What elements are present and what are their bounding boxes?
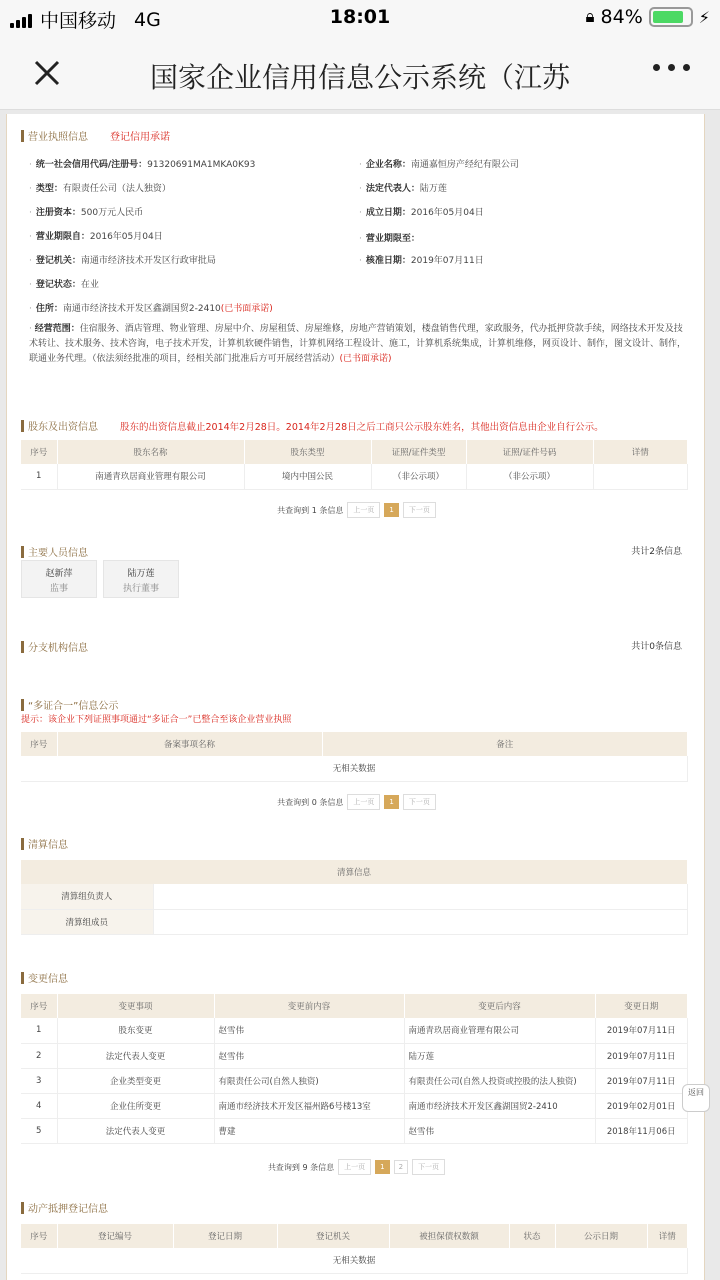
page-1-button[interactable]: 1 — [384, 795, 398, 809]
authority-row: · 登记机关：南通市经济技术开发区行政审批局 — [29, 256, 216, 266]
page-1-button[interactable]: 1 — [384, 503, 398, 517]
liquidation-table — [21, 860, 688, 935]
battery-percent: 84% — [600, 6, 643, 28]
network-type: 4G — [134, 8, 161, 31]
battery-icon — [649, 7, 693, 27]
capital-row: · 注册资本：500万元人民币 — [29, 208, 144, 218]
table-row: 清算组负责人 — [21, 884, 688, 909]
mortgage-table — [21, 1224, 688, 1274]
section-shareholder: 股东及出资信息 股东的出资信息截止2014年2月28日。2014年2月28日之后工商只公示股东姓名，其他出资信息由企业自行公示。 — [21, 418, 604, 433]
page-2-button[interactable]: 2 — [394, 1160, 408, 1174]
table-header: 清算信息 — [21, 860, 688, 884]
persons-count: 共计2条信息 — [631, 547, 682, 557]
page-title: 国家企业信用信息公示系统（江苏 — [150, 61, 571, 94]
section-multi-cert: “多证合一”信息公示 — [21, 697, 118, 712]
charging-icon: ⚡ — [698, 7, 710, 27]
license-tab[interactable]: 营业执照信息 — [28, 132, 88, 143]
shareholder-table — [21, 440, 688, 490]
status-bar — [0, 0, 720, 36]
table-header: 序号 股东名称 股东类型 证照/证件类型 证照/证件号码 详情 — [21, 440, 688, 464]
table-row: 1 股东变更 赵雪伟 南通青玖居商业管理有限公司 2019年07月11日 — [21, 1018, 688, 1043]
table-row: 无相关数据 — [21, 756, 688, 781]
address-row: · 住所：南通市经济技术开发区鑫湖国贸2-2410(已书面承诺) — [29, 304, 273, 314]
next-button[interactable]: 下一页 — [403, 502, 436, 518]
branch-count: 共计0条信息 — [631, 642, 682, 652]
carrier: 中国移动 — [40, 10, 117, 32]
prev-button[interactable]: 上一页 — [347, 794, 380, 810]
changes-table — [21, 994, 688, 1144]
clock: 18:01 — [329, 6, 391, 28]
back-to-top-button[interactable]: 返回 — [682, 1084, 710, 1112]
person-card[interactable]: 陆万莲 执行董事 — [103, 560, 179, 598]
table-header: 序号 备案事项名称 备注 — [21, 732, 688, 756]
table-row: 4 企业住所变更 南通市经济技术开发区福州路6号楼13室 南通市经济技术开发区鑫湖国贸2-2410 2019年02月01日 — [21, 1093, 688, 1118]
section-persons: 主要人员信息 — [21, 544, 88, 559]
more-icon[interactable] — [653, 64, 690, 71]
table-row: 2 法定代表人变更 赵雪伟 陆万莲 2019年07月11日 — [21, 1043, 688, 1068]
section-changes: 变更信息 — [21, 970, 68, 985]
close-icon[interactable] — [32, 58, 62, 88]
reg-status-row: · 登记状态：在业 — [29, 280, 99, 290]
company-name-row: · 企业名称：南通嘉恒房产经纪有限公司 — [359, 160, 519, 170]
table-header: 序号 登记编号 登记日期 登记机关 被担保债权数额 状态 公示日期 详情 — [21, 1224, 688, 1248]
table-row: 3 企业类型变更 有限责任公司(自然人独资) 有限责任公司(自然人投资或控股的法人独资) 2019年07月11日 — [21, 1068, 688, 1093]
nav-bar — [0, 36, 720, 110]
table-row[interactable]: 1 南通青玖居商业管理有限公司 境内中国公民 （非公示项） （非公示项） — [21, 464, 688, 489]
rotation-lock-icon: 🔒︎ — [585, 7, 595, 27]
multi-cert-table — [21, 732, 688, 782]
table-row: 清算组成员 — [21, 909, 688, 934]
shareholder-pager: 共查询到 1 条信息 上一页 1 下一页 — [7, 502, 705, 518]
legal-rep-row: · 法定代表人：陆万莲 — [359, 184, 447, 194]
section-branch: 分支机构信息 — [21, 639, 88, 654]
est-date-row: · 成立日期：2016年05月04日 — [359, 208, 484, 218]
multi-cert-tip: 提示：该企业下列证照事项通过“多证合一”已整合至该企业营业执照 — [21, 715, 292, 725]
changes-pager: 共查询到 9 条信息 上一页 1 2 下一页 — [7, 1159, 705, 1175]
prev-button[interactable]: 上一页 — [347, 502, 380, 518]
approve-date-row: · 核准日期：2019年07月11日 — [359, 256, 484, 266]
page-1-button[interactable]: 1 — [375, 1160, 389, 1174]
person-card[interactable]: 赵新萍 监事 — [21, 560, 97, 598]
credit-commit-tab[interactable]: 登记信用承诺 — [110, 132, 170, 143]
table-header: 序号 变更事项 变更前内容 变更后内容 变更日期 — [21, 994, 688, 1018]
business-scope: · 经营范围：住宿服务、酒店管理、物业管理、房屋中介、房屋租赁、房屋维修，房地产营销策划，楼盘销售代理，家政服务，代办抵押贷款手续，网络技术开发及技术转让、技术服务、技术咨询，电子技术开发，计算机软硬件销售，计算机网络工程设计、施工，计算机系统集成，计算机维修，网页设计、制作，图文设计、制作，联通业务代理。（依法须经批准的项目，经相关部门批准后方可开展经营活动）(已书面承诺) — [29, 324, 687, 364]
term-from-row: · 营业期限自：2016年05月04日 — [29, 232, 163, 242]
content-panel — [6, 114, 705, 1280]
section-license — [21, 128, 170, 143]
table-row: 无相关数据 — [21, 1248, 688, 1273]
next-button[interactable]: 下一页 — [403, 794, 436, 810]
multi-cert-pager: 共查询到 0 条信息 上一页 1 下一页 — [7, 794, 705, 810]
section-mortgage: 动产抵押登记信息 — [21, 1200, 108, 1215]
section-liquidation: 清算信息 — [21, 836, 68, 851]
page-body[interactable] — [0, 110, 720, 1280]
term-to-row: · 营业期限至： — [359, 234, 420, 244]
prev-button[interactable]: 上一页 — [338, 1159, 371, 1175]
next-button[interactable]: 下一页 — [412, 1159, 445, 1175]
table-row: 5 法定代表人变更 曹建 赵雪伟 2018年11月06日 — [21, 1118, 688, 1143]
credit-code-row: · 统一社会信用代码/注册号：91320691MA1MKA0K93 — [29, 160, 256, 170]
type-row: · 类型：有限责任公司（法人独资） — [29, 184, 171, 194]
